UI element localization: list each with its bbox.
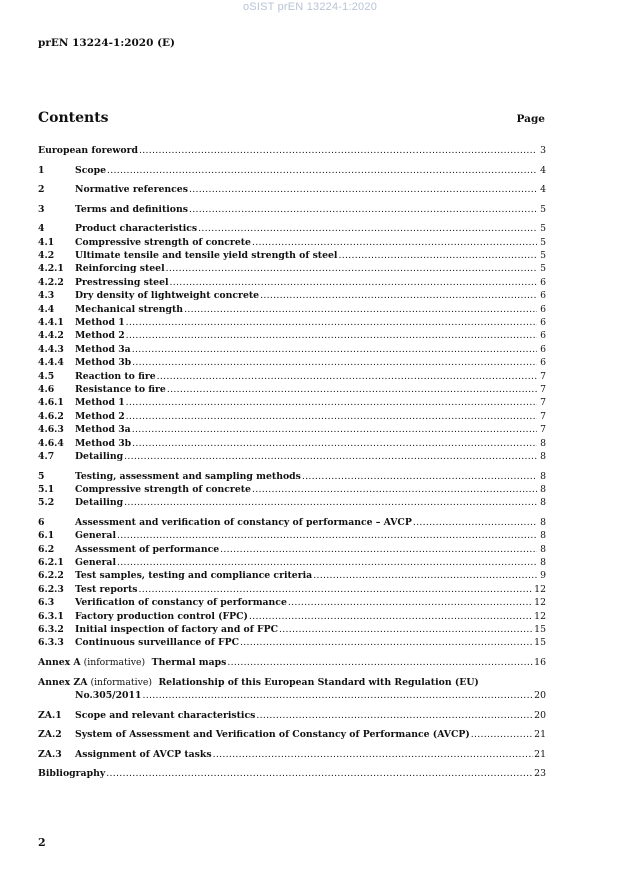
toc-entry[interactable] [38,144,546,157]
dot-leader [279,623,533,636]
toc-entry-page: 8 [540,483,546,495]
dot-leader [240,636,533,649]
toc-entry-title: Reinforcing steel [75,263,165,275]
toc-entry-page: 7 [540,383,546,395]
toc-entry[interactable] [38,470,546,483]
document-id: prEN 13224-1:2020 (E) [38,37,176,49]
toc-entry[interactable] [38,262,546,275]
toc-entry-title: Method 1 [75,317,125,329]
dot-leader [313,569,537,582]
toc-entry[interactable] [38,623,546,636]
toc-entry-page: 20 [534,709,546,721]
toc-entry-number: 6.3.3 [38,637,64,649]
dot-leader [227,656,533,669]
dot-leader [184,303,537,316]
annex-za-page: 20 [534,689,546,701]
toc-entry[interactable] [38,748,546,761]
dot-leader [189,183,537,196]
toc-entry-page: 8 [540,543,546,555]
toc-entry-number: 4.4.2 [38,330,64,342]
dot-leader [288,596,533,609]
page-number: 2 [38,836,46,849]
dot-leader [471,728,533,741]
toc-entry-number: 5 [38,470,45,482]
toc-entry-number: 4.4.1 [38,317,64,329]
toc-entry-title: Detailing [75,497,124,509]
toc-entry-title: Compressive strength of concrete [75,483,251,495]
toc-entry[interactable] [38,396,546,409]
dot-leader [189,203,537,216]
dot-leader [260,289,537,302]
toc-entry-number: 4.6 [38,383,55,395]
toc-entry-title: Ultimate tensile and tensile yield strength of steel [75,250,338,262]
toc-entry-number: 4.2 [38,250,55,262]
toc-entry[interactable] [38,356,546,369]
toc-entry-number: 4.5 [38,370,55,382]
toc-entry-title: Method 1 [75,397,125,409]
toc-entry-number: 6.3 [38,597,55,609]
toc-entry-title: System of Assessment and Verification of Constancy of Performance (AVCP) [75,729,470,741]
toc-entry-page: 6 [540,357,546,369]
toc-entry[interactable] [38,728,546,741]
dot-leader [249,610,533,623]
toc-entry-title: Normative references [75,184,188,196]
toc-entry[interactable] [38,496,546,509]
toc-entry[interactable] [38,423,546,436]
toc-entry-title: General [75,530,116,542]
toc-entry-page: 8 [540,530,546,542]
toc-entry-number: 4.3 [38,290,55,302]
toc-entry-page: 7 [540,424,546,436]
toc-entry[interactable] [38,596,546,609]
toc-entry[interactable] [38,543,546,556]
toc-entry-number: 4.6.3 [38,424,64,436]
dot-leader [139,144,537,157]
toc-entry[interactable] [38,164,546,177]
toc-entry[interactable] [38,483,546,496]
toc-entry[interactable] [38,383,546,396]
dot-leader [117,529,537,542]
toc-entry-number: 4.6.4 [38,437,64,449]
toc-entry-page: 6 [540,276,546,288]
toc-entry-page: 6 [540,330,546,342]
toc-entry-number: 6.2.3 [38,583,64,595]
toc-entry-page: 15 [534,624,546,635]
toc-entry[interactable] [38,636,546,649]
watermark: oSIST prEN 13224-1:2020 [242,1,378,13]
dot-leader [124,450,537,463]
toc-entry-title: Factory production control (FPC) [75,610,248,622]
toc-entry[interactable] [38,249,546,262]
toc-entry-number: 6.1 [38,530,55,542]
toc-entry-number: 4 [38,223,45,235]
toc-entry-page: 15 [534,637,546,649]
toc-entry-title: Compressive strength of concrete [75,236,251,248]
toc-entry[interactable] [38,222,546,235]
annex-a-title: Thermal maps [151,656,227,668]
toc-entry[interactable] [38,183,546,196]
toc-entry-title: Initial inspection of factory and of FPC [75,624,278,635]
dot-leader [252,236,537,249]
toc-entry-number: 4.4.4 [38,357,64,369]
toc-entry[interactable] [38,236,546,249]
toc-entry[interactable] [38,276,546,289]
dot-leader [132,356,537,369]
dot-leader [126,316,537,329]
dot-leader [167,383,537,396]
toc-entry-page: 7 [540,370,546,382]
dot-leader [107,164,537,177]
toc-entry-page: 12 [534,610,546,622]
dot-leader [138,583,533,596]
table-of-contents [38,144,546,781]
toc-entry-title: Method 2 [75,410,125,422]
annex-a-qualifier: (informative) [83,656,146,668]
dot-leader [132,343,537,356]
dot-leader [198,222,537,235]
annex-za-title-line2: No.305/2011 [75,689,142,701]
dot-leader [126,329,537,342]
toc-entry-page: 8 [540,497,546,509]
dot-leader [220,543,537,556]
toc-entry[interactable] [38,437,546,450]
toc-entry[interactable] [38,410,546,423]
page-column-label: Page [516,113,545,125]
toc-entry-title: Method 3b [75,357,132,369]
toc-entry[interactable] [38,450,546,463]
toc-entry[interactable] [38,316,546,329]
toc-entry-title: Test reports [75,583,138,595]
toc-entry-page: 6 [540,317,546,329]
toc-entry-number: 5.2 [38,497,55,509]
dot-leader [213,748,534,761]
toc-entry[interactable] [38,203,546,216]
toc-entry-page: 21 [534,748,546,760]
toc-entry-title: Prestressing steel [75,276,169,288]
toc-entry-title: Continuous surveillance of FPC [75,637,239,649]
toc-entry-number: 4.2.1 [38,263,64,275]
toc-entry-page: 21 [534,729,546,741]
toc-entry-number: 6.3.2 [38,624,64,635]
toc-entry-page: 12 [534,597,546,609]
toc-entry-title: Scope and relevant characteristics [75,709,256,721]
toc-entry[interactable] [38,583,546,596]
dot-leader [142,689,533,702]
toc-entry-page: 8 [540,516,546,528]
bibliography-page: 23 [534,768,546,780]
toc-entry-page: 7 [540,397,546,409]
annex-za-label: Annex ZA [38,676,88,688]
toc-entry-title: Assignment of AVCP tasks [75,748,212,760]
toc-entry-number: ZA.1 [38,709,62,721]
dot-leader [166,262,537,275]
toc-entry[interactable] [38,303,546,316]
annex-za-title-line1: Relationship of this European Standard with Regulation (EU) [158,676,479,688]
toc-entry-title: Scope [75,164,106,176]
toc-entry-title: Assessment of performance [75,543,220,555]
toc-entry-number: 3 [38,203,45,215]
toc-entry-number: 4.2.2 [38,276,64,288]
dot-leader [338,249,537,262]
toc-entry-number: 1 [38,164,45,176]
toc-entry-number: ZA.3 [38,748,62,760]
toc-entry-annex-a[interactable] [38,656,546,669]
toc-entry-number: 5.1 [38,483,55,495]
toc-entry[interactable] [38,516,546,529]
toc-entry-title: Product characteristics [75,223,198,235]
dot-leader [252,483,537,496]
toc-entry-number: 2 [38,184,45,196]
toc-entry-number: ZA.2 [38,729,62,741]
dot-leader [126,396,537,409]
dot-leader [126,410,537,423]
toc-entry-page: 6 [540,290,546,302]
annex-a-page: 16 [534,656,546,668]
toc-entry-number: 4.1 [38,236,55,248]
toc-entry-page: 6 [540,343,546,355]
toc-entry-page: 8 [540,437,546,449]
toc-entry-page: 8 [540,470,546,482]
toc-entry-title: Resistance to fire [75,383,166,395]
toc-entry[interactable] [38,610,546,623]
toc-entry-number: 6.2.1 [38,557,64,569]
toc-entry[interactable] [38,556,546,569]
toc-entry-number: 4.4.3 [38,343,64,355]
toc-entry-page: 5 [540,223,546,235]
toc-entry[interactable] [38,709,546,722]
dot-leader [413,516,537,529]
toc-entry-number: 6.2.2 [38,570,64,582]
toc-entry-page: 9 [540,570,546,582]
toc-entry-title: Assessment and verification of constancy of performance – AVCP [75,516,412,528]
toc-main-entries [38,144,546,650]
toc-entry[interactable] [38,569,546,582]
toc-entry-number: 4.6.1 [38,397,64,409]
toc-entry-page: 8 [540,557,546,569]
toc-entry-page: 5 [540,203,546,215]
toc-entry-page: 5 [540,263,546,275]
toc-entry-page: 3 [540,144,546,156]
toc-entry-title: European foreword [38,144,138,156]
annex-za-qualifier: (informative) [90,676,152,688]
toc-entry-number: 6 [38,516,45,528]
toc-entry-title: Reaction to fire [75,370,156,382]
toc-entry-title: Method 3b [75,437,132,449]
toc-entry-title: Mechanical strength [75,303,184,315]
toc-entry-title: Method 3a [75,343,131,355]
bibliography-title: Bibliography [38,768,106,780]
dot-leader [132,437,537,450]
toc-entry-number: 4.7 [38,450,55,462]
dot-leader [157,370,537,383]
toc-entry-number: 6.2 [38,543,55,555]
toc-entry-page: 4 [540,184,546,196]
toc-annex-za-entries [38,709,546,762]
annex-a-label: Annex A [38,656,81,668]
toc-entry-title: Verification of constancy of performance [75,597,287,609]
toc-entry[interactable] [38,343,546,356]
toc-entry-page: 6 [540,303,546,315]
toc-entry[interactable] [38,329,546,342]
toc-entry-title: Dry density of lightweight concrete [75,290,260,302]
toc-entry-page: 8 [540,450,546,462]
contents-heading: Contents [38,110,109,126]
toc-entry-title: Testing, assessment and sampling methods [75,470,301,482]
toc-entry[interactable] [38,370,546,383]
toc-entry-annex-za[interactable] [38,676,546,703]
toc-entry-page: 5 [540,236,546,248]
toc-entry[interactable] [38,289,546,302]
toc-entry-number: 4.4 [38,303,55,315]
toc-entry-page: 4 [540,164,546,176]
dot-leader [117,556,537,569]
toc-entry-bibliography[interactable] [38,767,546,780]
toc-entry-title: Method 3a [75,424,131,436]
dot-leader [170,276,537,289]
toc-entry-title: Method 2 [75,330,125,342]
toc-entry-number: 6.3.1 [38,610,64,622]
dot-leader [302,470,537,483]
dot-leader [124,496,537,509]
toc-entry-page: 12 [534,583,546,595]
toc-entry-title: Test samples, testing and compliance criteria [75,570,313,582]
dot-leader [106,767,533,780]
toc-entry-title: Terms and definitions [75,203,188,215]
toc-entry-page: 5 [540,250,546,262]
dot-leader [256,709,533,722]
dot-leader [132,423,537,436]
toc-entry-number: 4.6.2 [38,410,64,422]
toc-entry-title: General [75,557,116,569]
toc-entry-page: 7 [540,410,546,422]
toc-entry-title: Detailing [75,450,124,462]
toc-entry[interactable] [38,529,546,542]
